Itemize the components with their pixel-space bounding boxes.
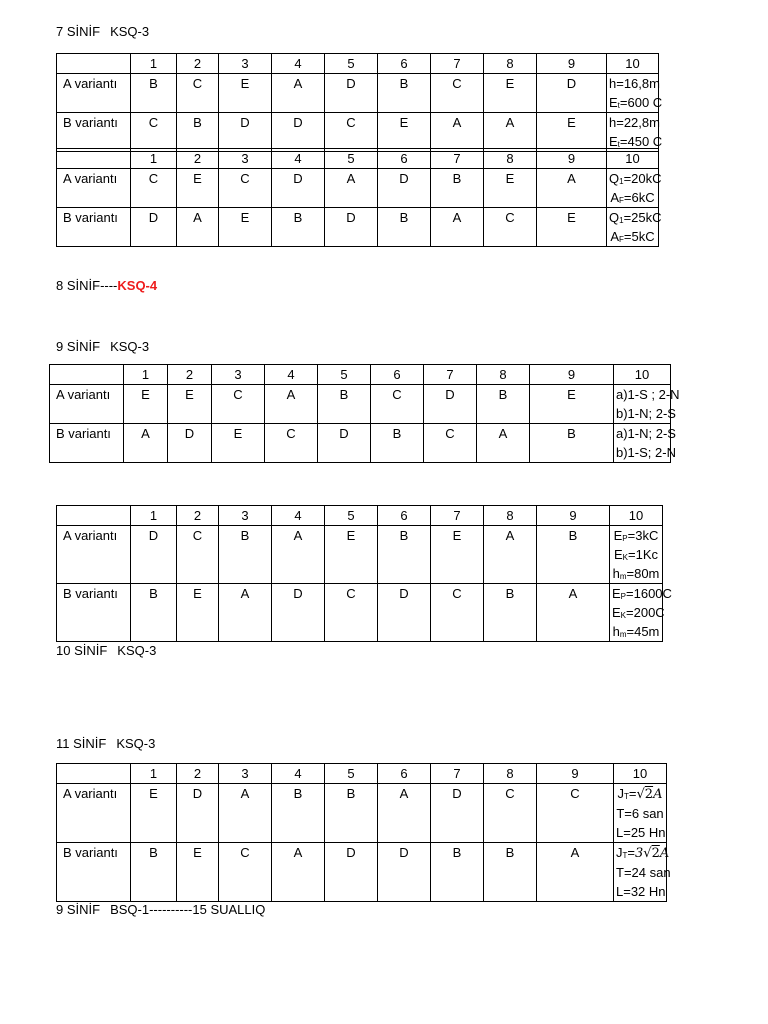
question-number: 1	[131, 764, 177, 784]
subscript: m	[619, 630, 627, 639]
heading-code: BSQ-1----------15 SUALLIQ	[110, 902, 266, 917]
subscript: P	[622, 534, 628, 543]
answer-cell: A	[537, 584, 610, 642]
answer-cell: A	[537, 843, 614, 902]
heading-code: KSQ-3	[110, 24, 150, 39]
variant-label: B variantı	[57, 843, 131, 902]
answer-cell: E	[177, 584, 219, 642]
value: =6kC	[623, 190, 655, 205]
question-number: 9	[537, 506, 610, 526]
variant-label: A variantı	[50, 385, 124, 424]
cell-line	[612, 545, 660, 564]
question-number: 9	[530, 365, 614, 385]
cell-line: h=22,8m	[609, 115, 660, 130]
question-number: 10	[614, 764, 667, 784]
answer-cell: E	[124, 385, 168, 424]
question-number: 1	[131, 506, 177, 526]
answer-cell: B	[378, 208, 431, 247]
answer-cell: C	[212, 385, 265, 424]
cell-line	[609, 188, 656, 207]
question-number: 3	[219, 506, 272, 526]
question-number: 10	[607, 54, 659, 74]
symbol: E	[612, 586, 621, 601]
cell-line: h=16,8m	[609, 76, 660, 91]
answer-cell-q10	[607, 208, 662, 247]
variant-label: A variantı	[57, 169, 131, 208]
value: =1600C	[626, 586, 672, 601]
answer-cell: A	[177, 208, 219, 247]
value: =25kC	[623, 210, 662, 225]
heading-grade-11	[56, 736, 155, 752]
answer-cell: A	[537, 169, 607, 208]
answer-cell: D	[325, 843, 378, 902]
answer-cell: B	[272, 208, 325, 247]
answer-cell: D	[378, 169, 431, 208]
subscript: T	[624, 792, 629, 801]
answer-table-grade-11	[56, 763, 671, 902]
question-number: 5	[325, 764, 378, 784]
answer-cell: D	[318, 424, 371, 463]
question-number: 6	[378, 506, 431, 526]
unit: A	[659, 846, 670, 861]
coefficient: 3	[634, 846, 644, 861]
answer-cell: D	[272, 113, 325, 152]
heading-grade: 11 SİNİF	[56, 736, 107, 751]
variant-row-a	[57, 526, 663, 584]
heading-grade: 9 SİNİF	[56, 339, 101, 354]
heading-grade: 8 SİNİF----	[56, 278, 118, 293]
question-number: 5	[325, 506, 378, 526]
variant-row-a	[57, 784, 667, 843]
answer-cell: B	[219, 526, 272, 584]
symbol: J	[617, 786, 625, 801]
answer-cell: B	[484, 843, 537, 902]
answer-cell: B	[371, 424, 424, 463]
answer-cell: C	[131, 169, 177, 208]
answer-cell: D	[219, 113, 272, 152]
answer-cell: B	[318, 385, 371, 424]
symbol: E	[613, 528, 623, 543]
answer-cell: A	[219, 784, 272, 843]
answer-cell: D	[168, 424, 212, 463]
equals: =	[628, 786, 637, 801]
cell-line: a)1-S ; 2-N	[616, 387, 680, 402]
symbol: Q	[609, 210, 620, 225]
variant-label: A variantı	[57, 784, 131, 843]
answer-cell: C	[431, 584, 484, 642]
question-number: 8	[484, 764, 537, 784]
answer-cell: E	[537, 113, 607, 152]
answer-cell: D	[131, 208, 177, 247]
question-number: 1	[131, 149, 177, 169]
answer-cell: A	[325, 169, 378, 208]
answer-cell-q10	[607, 113, 663, 152]
variant-row-b	[50, 424, 671, 463]
radicand: 2	[644, 787, 654, 802]
variant-row-a	[57, 74, 659, 113]
heading-grade: 9 SİNİF	[56, 902, 101, 917]
answer-cell: B	[131, 74, 177, 113]
answer-cell: D	[325, 74, 378, 113]
cell-line	[612, 622, 660, 641]
radicand: 2	[651, 846, 660, 861]
variant-label: B variantı	[57, 113, 131, 152]
header-row	[57, 764, 667, 784]
value: =3kC	[627, 528, 659, 543]
sqrt-expression	[635, 846, 669, 861]
subscript: F	[619, 235, 624, 244]
answer-cell: D	[177, 784, 219, 843]
question-number: 4	[272, 506, 325, 526]
cell-line: a)1-N; 2-S	[616, 426, 676, 441]
heading-grade-9	[56, 339, 149, 355]
corner-cell	[50, 365, 124, 385]
question-number: 3	[219, 149, 272, 169]
answer-cell: A	[378, 784, 431, 843]
answer-cell: E	[431, 526, 484, 584]
answer-cell: C	[371, 385, 424, 424]
subscript: t	[617, 140, 620, 149]
question-number: 3	[212, 365, 265, 385]
unit: A	[653, 787, 663, 802]
cell-line	[612, 603, 665, 622]
subscript: 1	[619, 216, 624, 225]
answer-cell: C	[537, 784, 614, 843]
current-formula	[616, 784, 664, 804]
value: =20kC	[623, 171, 662, 186]
answer-cell: D	[272, 169, 325, 208]
variant-row-a	[57, 169, 659, 208]
answer-cell: E	[530, 385, 614, 424]
question-number: 3	[219, 54, 272, 74]
answer-cell: B	[431, 169, 484, 208]
cell-line: T=6 san	[616, 806, 664, 821]
answer-cell: A	[484, 113, 537, 152]
variant-row-b	[57, 113, 659, 152]
answer-cell: E	[378, 113, 431, 152]
question-number: 2	[177, 54, 219, 74]
answer-cell: D	[378, 843, 431, 902]
subscript: F	[619, 196, 624, 205]
answer-cell: E	[219, 208, 272, 247]
answer-cell: C	[325, 584, 378, 642]
answer-cell: B	[177, 113, 219, 152]
question-number: 5	[325, 54, 378, 74]
answer-cell: E	[212, 424, 265, 463]
subscript: K	[620, 611, 627, 620]
answer-cell: A	[219, 584, 272, 642]
question-number: 6	[378, 764, 431, 784]
variant-label: A variantı	[57, 74, 131, 113]
answer-cell: D	[378, 584, 431, 642]
question-number: 7	[431, 54, 484, 74]
answer-cell: C	[265, 424, 318, 463]
heading-grade-9-bsq	[56, 902, 265, 918]
answer-cell-q10	[614, 385, 680, 424]
question-number: 10	[607, 149, 659, 169]
heading-grade-10	[56, 643, 156, 659]
symbol: E	[609, 134, 618, 149]
header-row	[57, 54, 659, 74]
cell-line	[609, 169, 662, 188]
symbol: E	[612, 605, 621, 620]
equals: =	[627, 845, 635, 860]
answer-cell: C	[484, 784, 537, 843]
answer-cell: C	[484, 208, 537, 247]
heading-grade: 7 SİNİF	[56, 24, 101, 39]
heading-code-highlight: KSQ-4	[117, 278, 158, 293]
question-number: 10	[614, 365, 671, 385]
answer-cell: B	[484, 584, 537, 642]
question-number: 5	[318, 365, 371, 385]
symbol: E	[609, 95, 618, 110]
cell-line: b)1-S; 2-N	[616, 445, 676, 460]
question-number: 3	[219, 764, 272, 784]
answer-cell: E	[219, 74, 272, 113]
question-number: 2	[177, 149, 219, 169]
answer-cell: A	[272, 843, 325, 902]
answer-cell: C	[424, 424, 477, 463]
answer-cell-q10	[607, 169, 662, 208]
answer-cell: B	[431, 843, 484, 902]
subscript: m	[619, 572, 627, 581]
sqrt-icon: √	[636, 787, 645, 802]
cell-line	[609, 93, 663, 112]
corner-cell	[57, 149, 131, 169]
header-row	[57, 149, 659, 169]
answer-cell: C	[431, 74, 484, 113]
cell-line	[612, 564, 660, 583]
variant-row-b	[57, 584, 663, 642]
subscript: t	[617, 101, 620, 110]
question-number: 5	[325, 149, 378, 169]
answer-cell: D	[325, 208, 378, 247]
question-number: 6	[378, 149, 431, 169]
question-number: 4	[272, 54, 325, 74]
answer-cell: B	[378, 74, 431, 113]
answer-table-grade-10	[56, 505, 672, 642]
answer-cell: B	[325, 784, 378, 843]
answer-cell: A	[477, 424, 530, 463]
value: =80m	[626, 566, 660, 581]
header-row	[50, 365, 671, 385]
answer-cell: E	[131, 784, 177, 843]
answer-cell: B	[131, 584, 177, 642]
symbol: h	[612, 624, 620, 639]
heading-code: KSQ-3	[117, 643, 157, 658]
question-number: 4	[272, 149, 325, 169]
answer-cell: D	[131, 526, 177, 584]
cell-line	[609, 208, 662, 227]
heading-code: KSQ-3	[116, 736, 156, 751]
symbol: A	[610, 190, 620, 205]
symbol: A	[610, 229, 620, 244]
answer-cell: E	[177, 169, 219, 208]
value: =1Kc	[628, 547, 658, 562]
symbol: h	[612, 566, 620, 581]
answer-cell: B	[131, 843, 177, 902]
variant-row-b	[57, 208, 659, 247]
subscript: P	[620, 592, 627, 601]
answer-cell-q10	[614, 424, 676, 463]
answer-cell-q10	[614, 784, 667, 843]
question-number: 7	[424, 365, 477, 385]
answer-cell: E	[325, 526, 378, 584]
answer-cell: E	[177, 843, 219, 902]
question-number: 7	[431, 764, 484, 784]
answer-cell-q10	[610, 584, 672, 642]
answer-cell: A	[124, 424, 168, 463]
question-number: 10	[610, 506, 663, 526]
symbol: J	[616, 845, 623, 860]
answer-cell: A	[272, 526, 325, 584]
cell-line: b)1-N; 2-S	[616, 406, 676, 421]
subscript: 1	[619, 177, 624, 186]
question-number: 6	[371, 365, 424, 385]
answer-table-grade-7-a	[56, 53, 663, 152]
question-number: 4	[265, 365, 318, 385]
question-number: 1	[131, 54, 177, 74]
sqrt-icon: √	[643, 846, 652, 861]
question-number: 6	[378, 54, 431, 74]
cell-line	[612, 584, 672, 603]
cell-line: L=25 Hn	[616, 825, 666, 840]
answer-table-grade-9	[49, 364, 680, 463]
answer-table-grade-7-b	[56, 148, 662, 247]
answer-cell: E	[537, 208, 607, 247]
answer-cell: E	[484, 169, 537, 208]
question-number: 2	[177, 764, 219, 784]
cell-line: T=24 san	[616, 865, 671, 880]
answer-cell: B	[530, 424, 614, 463]
answer-cell: B	[537, 526, 610, 584]
answer-cell: C	[325, 113, 378, 152]
answer-cell-q10	[614, 843, 671, 902]
question-number: 9	[537, 764, 614, 784]
variant-label: A variantı	[57, 526, 131, 584]
answer-cell-q10	[607, 74, 663, 113]
question-number: 8	[477, 365, 530, 385]
answer-cell: B	[272, 784, 325, 843]
subscript: T	[622, 851, 628, 860]
variant-label: B variantı	[57, 208, 131, 247]
current-formula	[616, 843, 670, 863]
variant-label: B variantı	[50, 424, 124, 463]
answer-cell: C	[177, 74, 219, 113]
heading-code: KSQ-3	[110, 339, 150, 354]
answer-cell: C	[131, 113, 177, 152]
answer-cell: B	[477, 385, 530, 424]
question-number: 8	[484, 149, 537, 169]
heading-grade: 10 SİNİF	[56, 643, 108, 658]
corner-cell	[57, 54, 131, 74]
corner-cell	[57, 764, 131, 784]
cell-line: L=32 Hn	[616, 884, 666, 899]
question-number: 8	[484, 506, 537, 526]
question-number: 1	[124, 365, 168, 385]
answer-cell: C	[219, 169, 272, 208]
value: =5kC	[623, 229, 655, 244]
sqrt-expression	[637, 787, 663, 802]
answer-cell: D	[272, 584, 325, 642]
answer-cell: A	[265, 385, 318, 424]
value: =200C	[626, 605, 665, 620]
answer-cell: A	[431, 113, 484, 152]
variant-row-a	[50, 385, 671, 424]
heading-grade-8	[56, 278, 157, 294]
heading-grade-7	[56, 24, 149, 40]
cell-line	[609, 227, 656, 246]
answer-cell: B	[378, 526, 431, 584]
answer-cell: D	[424, 385, 477, 424]
corner-cell	[57, 506, 131, 526]
value: =600 C	[619, 95, 663, 110]
symbol: E	[613, 547, 623, 562]
question-number: 9	[537, 54, 607, 74]
answer-cell: A	[431, 208, 484, 247]
answer-cell: A	[484, 526, 537, 584]
cell-line	[612, 526, 660, 545]
answer-cell: D	[537, 74, 607, 113]
value: =45m	[626, 624, 660, 639]
answer-cell: E	[168, 385, 212, 424]
variant-label: B variantı	[57, 584, 131, 642]
question-number: 7	[431, 506, 484, 526]
answer-cell: E	[484, 74, 537, 113]
question-number: 9	[537, 149, 607, 169]
answer-cell: C	[177, 526, 219, 584]
question-number: 4	[272, 764, 325, 784]
answer-cell: C	[219, 843, 272, 902]
question-number: 7	[431, 149, 484, 169]
header-row	[57, 506, 663, 526]
question-number: 8	[484, 54, 537, 74]
value: =450 C	[619, 134, 663, 149]
subscript: K	[622, 553, 628, 562]
answer-cell-q10	[610, 526, 663, 584]
variant-row-b	[57, 843, 667, 902]
answer-cell: A	[272, 74, 325, 113]
answer-cell: D	[431, 784, 484, 843]
question-number: 2	[177, 506, 219, 526]
question-number: 2	[168, 365, 212, 385]
symbol: Q	[609, 171, 620, 186]
